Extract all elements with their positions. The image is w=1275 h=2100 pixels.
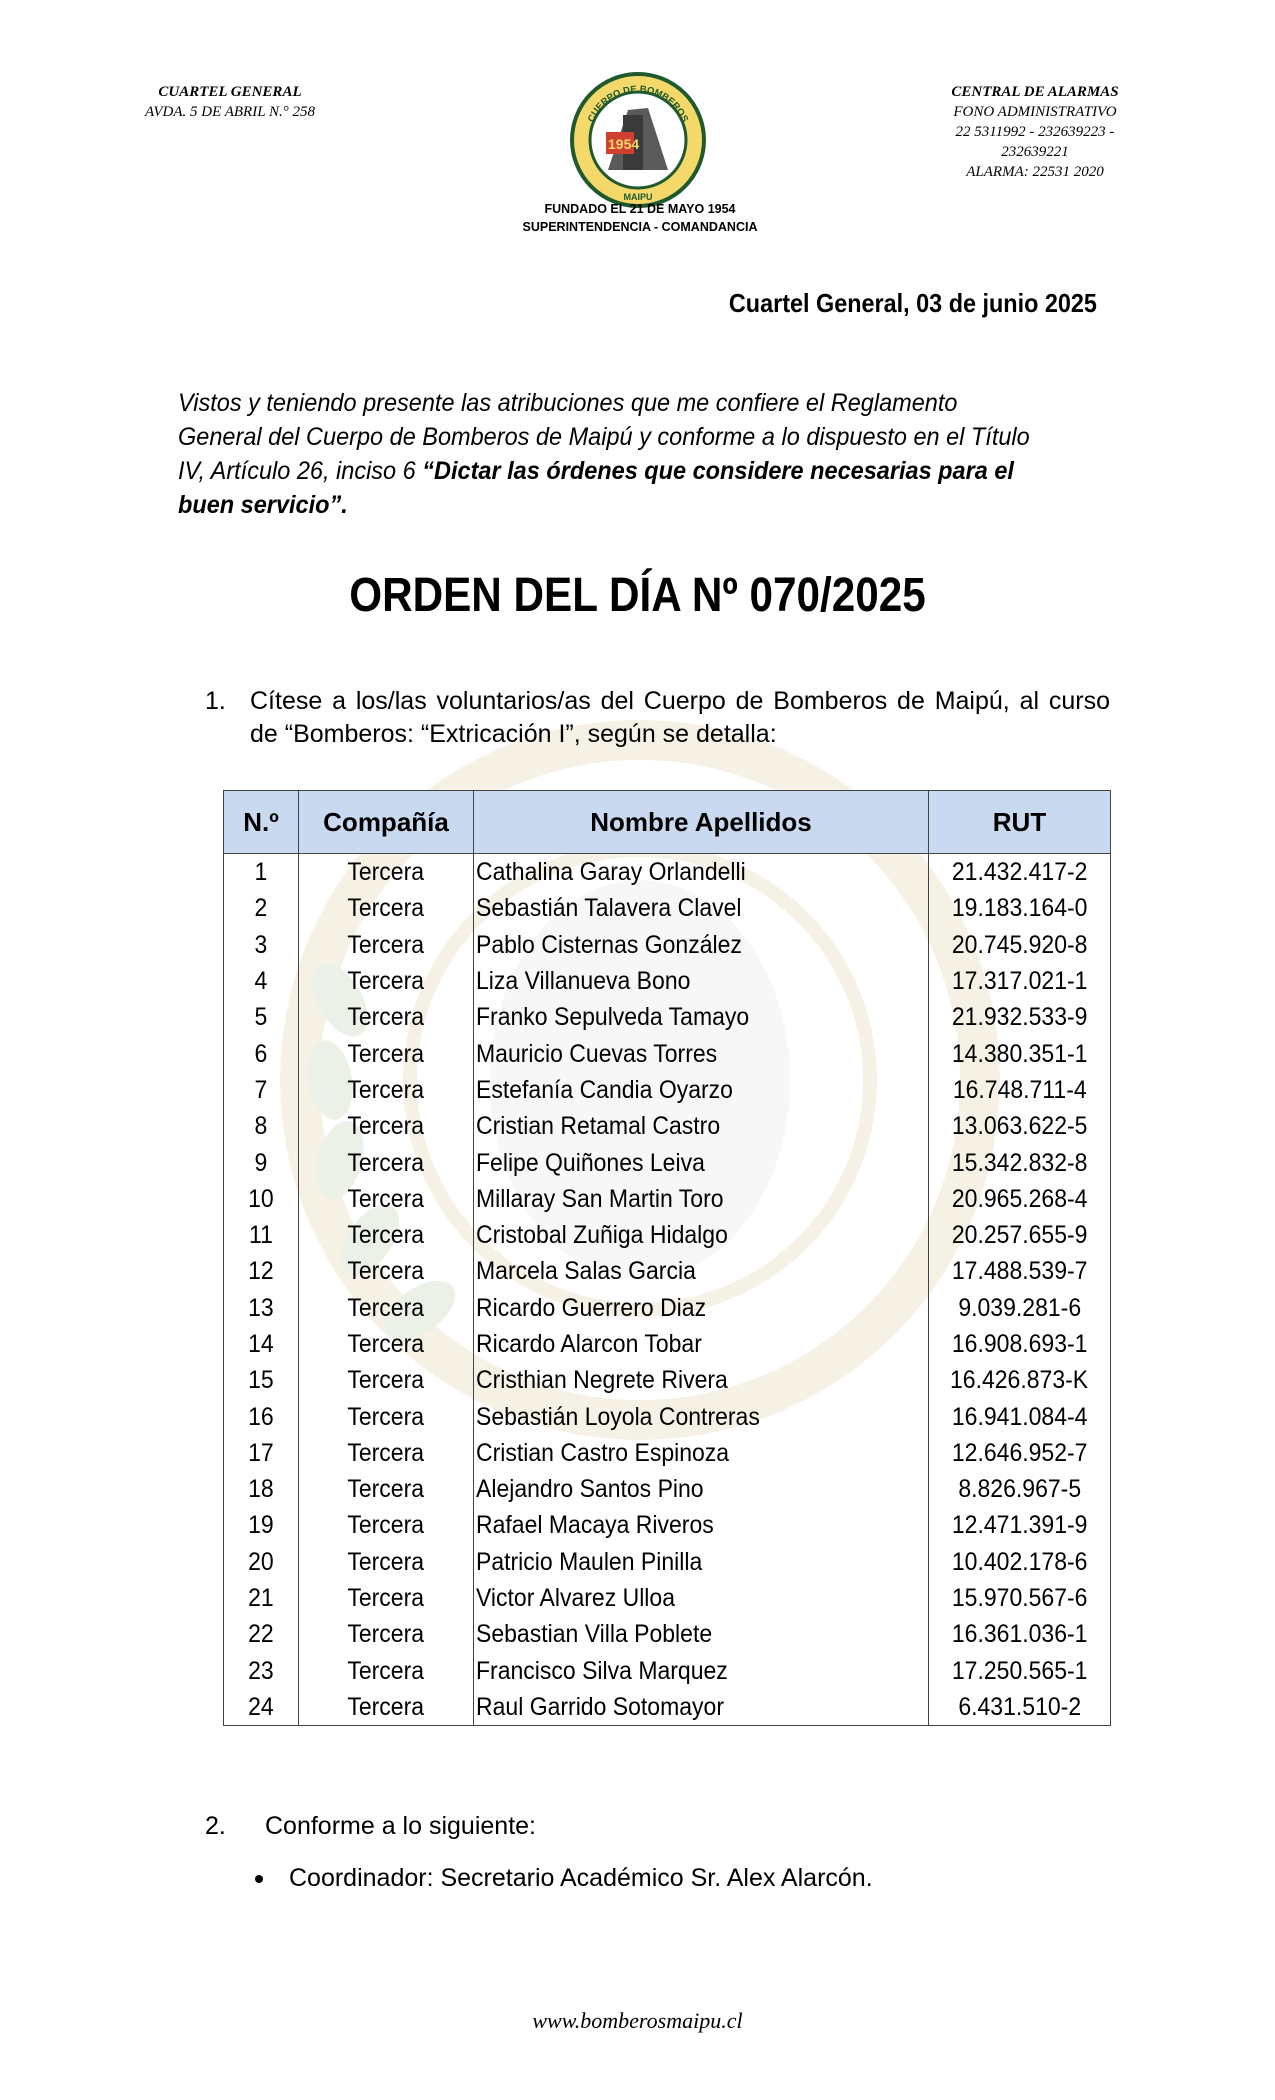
header-contact-block	[920, 82, 1150, 182]
cell-company: Tercera	[299, 1616, 474, 1652]
footer-website: www.bomberosmaipu.cl	[532, 2008, 743, 2033]
cell-number: 1	[224, 854, 299, 891]
cell-number: 9	[224, 1144, 299, 1180]
cell-rut: 21.432.417-2	[929, 854, 1111, 891]
table-row	[224, 1471, 1111, 1507]
cell-name: Mauricio Cuevas Torres	[474, 1035, 929, 1071]
cell-name: Cathalina Garay Orlandelli	[474, 854, 929, 891]
item-2	[205, 1812, 536, 1841]
cell-company: Tercera	[299, 999, 474, 1035]
admin-phone-numbers: 22 5311992 - 232639223 -	[955, 124, 1115, 140]
cell-name: Estefanía Candia Oyarzo	[474, 1072, 929, 1108]
table-row	[224, 1544, 1111, 1580]
alarm-center-label: CENTRAL DE ALARMAS	[951, 84, 1119, 100]
cell-company: Tercera	[299, 1689, 474, 1726]
cell-name: Pablo Cisternas González	[474, 927, 929, 963]
cell-number: 13	[224, 1290, 299, 1326]
cell-name: Liza Villanueva Bono	[474, 963, 929, 999]
cell-rut: 16.361.036-1	[929, 1616, 1111, 1652]
fire-department-logo	[568, 70, 708, 210]
cell-number: 4	[224, 963, 299, 999]
table-row	[224, 1326, 1111, 1362]
table-row	[224, 1290, 1111, 1326]
cell-company: Tercera	[299, 854, 474, 891]
bullet-dot	[255, 1875, 263, 1883]
cell-number: 24	[224, 1689, 299, 1726]
cell-number: 7	[224, 1072, 299, 1108]
table-row	[224, 1616, 1111, 1652]
alarm-phone: ALARMA: 22531 2020	[966, 164, 1104, 180]
founded-block	[440, 200, 840, 236]
cell-number: 19	[224, 1507, 299, 1543]
cell-number: 14	[224, 1326, 299, 1362]
cell-number: 16	[224, 1398, 299, 1434]
header-hq-label: CUARTEL GENERAL	[158, 84, 302, 100]
table-row	[224, 1507, 1111, 1543]
header-address-block	[110, 82, 350, 122]
date-line: Cuartel General, 03 de junio 2025	[728, 288, 1097, 318]
cell-rut: 15.970.567-6	[929, 1580, 1111, 1616]
table-row	[224, 1362, 1111, 1398]
cell-rut: 19.183.164-0	[929, 890, 1111, 926]
table-row	[224, 1653, 1111, 1689]
cell-rut: 6.431.510-2	[929, 1689, 1111, 1726]
table-row	[224, 999, 1111, 1035]
logo-text-top: CUERPO DE BOMBEROS	[585, 83, 691, 124]
cell-rut: 12.471.391-9	[929, 1507, 1111, 1543]
cell-number: 12	[224, 1253, 299, 1289]
cell-name: Sebastián Loyola Contreras	[474, 1398, 929, 1434]
cell-company: Tercera	[299, 1217, 474, 1253]
cell-number: 15	[224, 1362, 299, 1398]
header-number: N.º	[224, 791, 299, 854]
cell-rut: 12.646.952-7	[929, 1435, 1111, 1471]
cell-company: Tercera	[299, 1290, 474, 1326]
cell-company: Tercera	[299, 927, 474, 963]
cell-number: 17	[224, 1435, 299, 1471]
admin-phone-label: FONO ADMINISTRATIVO	[953, 104, 1117, 120]
table-row	[224, 1108, 1111, 1144]
table-row	[224, 854, 1111, 891]
cell-company: Tercera	[299, 890, 474, 926]
cell-number: 2	[224, 890, 299, 926]
cell-name: Franko Sepulveda Tamayo	[474, 999, 929, 1035]
cell-name: Marcela Salas Garcia	[474, 1253, 929, 1289]
cell-rut: 15.342.832-8	[929, 1144, 1111, 1180]
item-2-number: 2.	[205, 1812, 226, 1840]
cell-rut: 16.748.711-4	[929, 1072, 1111, 1108]
table-row	[224, 927, 1111, 963]
table-row	[224, 1217, 1111, 1253]
table-row	[224, 963, 1111, 999]
cell-company: Tercera	[299, 1072, 474, 1108]
cell-rut: 20.257.655-9	[929, 1217, 1111, 1253]
table-row	[224, 1253, 1111, 1289]
cell-rut: 13.063.622-5	[929, 1108, 1111, 1144]
item-1-number: 1.	[205, 687, 226, 715]
cell-company: Tercera	[299, 1398, 474, 1434]
preamble-bold: “Dictar las órdenes que considere necesarias para el buen servicio”.	[178, 457, 1014, 519]
cell-name: Rafael Macaya Riveros	[474, 1507, 929, 1543]
cell-number: 22	[224, 1616, 299, 1652]
cell-name: Sebastián Talavera Clavel	[474, 890, 929, 926]
logo-year: 1954	[608, 136, 640, 152]
cell-company: Tercera	[299, 1653, 474, 1689]
founded-line: FUNDADO EL 21 DE MAYO 1954	[544, 202, 736, 216]
cell-company: Tercera	[299, 1108, 474, 1144]
cell-number: 18	[224, 1471, 299, 1507]
cell-number: 11	[224, 1217, 299, 1253]
cell-number: 20	[224, 1544, 299, 1580]
table-row	[224, 1181, 1111, 1217]
cell-company: Tercera	[299, 1144, 474, 1180]
cell-number: 23	[224, 1653, 299, 1689]
table-row	[224, 1072, 1111, 1108]
cell-name: Felipe Quiñones Leiva	[474, 1144, 929, 1180]
cell-company: Tercera	[299, 1326, 474, 1362]
cell-company: Tercera	[299, 1435, 474, 1471]
table-body	[224, 854, 1111, 1726]
table-row	[224, 890, 1111, 926]
cell-name: Patricio Maulen Pinilla	[474, 1544, 929, 1580]
table-row	[224, 1035, 1111, 1071]
cell-name: Cristian Castro Espinoza	[474, 1435, 929, 1471]
cell-name: Alejandro Santos Pino	[474, 1471, 929, 1507]
cell-number: 3	[224, 927, 299, 963]
cell-rut: 17.250.565-1	[929, 1653, 1111, 1689]
table-header-row	[224, 791, 1111, 854]
cell-rut: 21.932.533-9	[929, 999, 1111, 1035]
item-2-text: Conforme a lo siguiente:	[265, 1812, 536, 1840]
item-1-text: Cítese a los/las voluntarios/as del Cuerpo de Bomberos de Maipú, al curso de “Bomberos: “Extricación I”, según se detalla:	[250, 687, 1110, 748]
cell-name: Cristian Retamal Castro	[474, 1108, 929, 1144]
table-row	[224, 1689, 1111, 1726]
cell-rut: 20.965.268-4	[929, 1181, 1111, 1217]
cell-number: 21	[224, 1580, 299, 1616]
cell-company: Tercera	[299, 1362, 474, 1398]
table-row	[224, 1144, 1111, 1180]
header-address: AVDA. 5 DE ABRIL N.° 258	[144, 104, 316, 120]
cell-rut: 10.402.178-6	[929, 1544, 1111, 1580]
table-row	[224, 1398, 1111, 1434]
cell-name: Francisco Silva Marquez	[474, 1653, 929, 1689]
cell-name: Ricardo Alarcon Tobar	[474, 1326, 929, 1362]
preamble-text: Vistos y teniendo presente las atribuciones que me confiere el Reglamento General del Cuerpo de Bomberos de Maipú y conforme a lo dispuesto en el Título IV, Artículo 26, inciso 6	[178, 389, 1030, 485]
cell-rut: 16.426.873-K	[929, 1362, 1111, 1398]
office-line: SUPERINTENDENCIA - COMANDANCIA	[522, 220, 758, 234]
cell-rut: 16.941.084-4	[929, 1398, 1111, 1434]
table-row	[224, 1435, 1111, 1471]
cell-number: 10	[224, 1181, 299, 1217]
cell-name: Victor Alvarez Ulloa	[474, 1580, 929, 1616]
cell-company: Tercera	[299, 1253, 474, 1289]
cell-name: Millaray San Martin Toro	[474, 1181, 929, 1217]
page-title: ORDEN DEL DÍA Nº 070/2025	[349, 569, 926, 622]
admin-phone-numbers-2: 232639221	[1001, 144, 1069, 160]
cell-rut: 16.908.693-1	[929, 1326, 1111, 1362]
cell-number: 8	[224, 1108, 299, 1144]
cell-company: Tercera	[299, 1471, 474, 1507]
coordinator-text: Coordinador: Secretario Académico Sr. Alex Alarcón.	[289, 1864, 873, 1892]
cell-rut: 8.826.967-5	[929, 1471, 1111, 1507]
cell-company: Tercera	[299, 1544, 474, 1580]
cell-rut: 17.488.539-7	[929, 1253, 1111, 1289]
header-name: Nombre Apellidos	[474, 791, 929, 854]
header-company: Compañía	[299, 791, 474, 854]
cell-name: Raul Garrido Sotomayor	[474, 1689, 929, 1726]
table-row	[224, 1580, 1111, 1616]
cell-rut: 14.380.351-1	[929, 1035, 1111, 1071]
cell-company: Tercera	[299, 1580, 474, 1616]
cell-company: Tercera	[299, 1507, 474, 1543]
cell-company: Tercera	[299, 1035, 474, 1071]
preamble	[178, 386, 1048, 522]
cell-company: Tercera	[299, 1181, 474, 1217]
cell-name: Cristobal Zuñiga Hidalgo	[474, 1217, 929, 1253]
item-1	[205, 685, 1110, 751]
cell-number: 6	[224, 1035, 299, 1071]
cell-number: 5	[224, 999, 299, 1035]
cell-company: Tercera	[299, 963, 474, 999]
cell-rut: 20.745.920-8	[929, 927, 1111, 963]
cell-name: Ricardo Guerrero Diaz	[474, 1290, 929, 1326]
logo-text-bottom: MAIPU	[623, 192, 653, 202]
cell-rut: 17.317.021-1	[929, 963, 1111, 999]
header-rut: RUT	[929, 791, 1111, 854]
cell-name: Cristhian Negrete Rivera	[474, 1362, 929, 1398]
cell-name: Sebastian Villa Poblete	[474, 1616, 929, 1652]
volunteer-table	[223, 790, 1111, 1726]
coordinator-bullet	[255, 1864, 873, 1893]
cell-rut: 9.039.281-6	[929, 1290, 1111, 1326]
